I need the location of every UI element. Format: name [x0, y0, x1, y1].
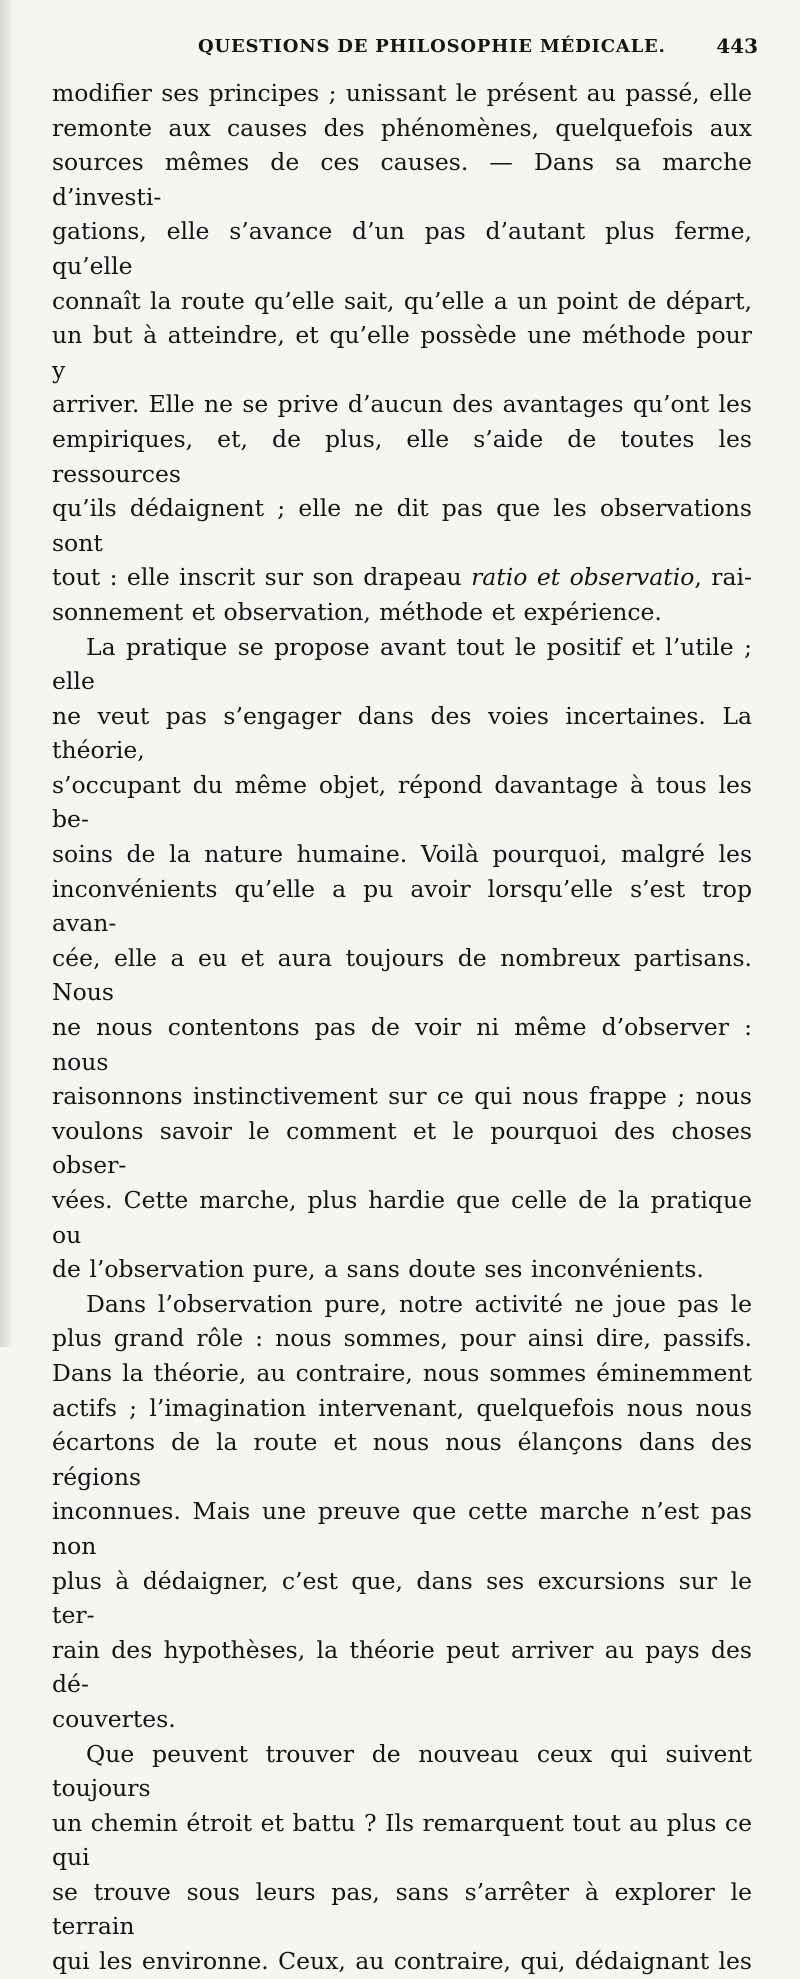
text-line: ne veut pas s’engager dans des voies incertaines. La théorie,	[52, 701, 752, 765]
paragraph-1	[52, 76, 752, 630]
text-line: cée, elle a eu et aura toujours de nombreux partisans. Nous	[52, 943, 752, 1007]
paragraph-4	[52, 1737, 752, 1979]
text-line: actifs ; l’imagination intervenant, quelquefois nous nous	[52, 1393, 752, 1422]
text-line: un chemin étroit et battu ? Ils remarquent tout au plus ce qui	[52, 1808, 752, 1872]
text-line: s’occupant du même objet, répond davantage à tous les be-	[52, 770, 752, 834]
text-line: sources mêmes de ces causes. — Dans sa marche d’investi-	[52, 148, 752, 211]
text-fragment: tout : elle inscrit sur son drapeau	[52, 563, 472, 592]
text-line: inconnues. Mais une preuve que cette marche n’est pas non	[52, 1497, 752, 1560]
text-line: gations, elle s’avance d’un pas d’autant plus ferme, qu’elle	[52, 217, 752, 280]
text-line: raisonnons instinctivement sur ce qui nous frappe ; nous	[52, 1082, 752, 1111]
text-line: rain des hypothèses, la théorie peut arriver au pays des dé-	[52, 1635, 752, 1699]
text-body	[52, 76, 752, 1979]
text-line: modifier ses principes ; unissant le présent au passé, elle	[52, 79, 752, 107]
text-line: plus grand rôle : nous sommes, pour ainsi dire, passifs.	[52, 1324, 752, 1353]
text-line: un but à atteindre, et qu’elle possède une méthode pour y	[52, 321, 752, 384]
paragraph-3	[52, 1287, 752, 1737]
text-line: La pratique se propose avant tout le positif et l’utile ; elle	[52, 632, 752, 696]
text-line: se trouve sous leurs pas, sans s’arrêter à explorer le terrain	[52, 1877, 752, 1941]
paragraph-2	[52, 630, 752, 1287]
text-line: remonte aux causes des phénomènes, quelquefois aux	[52, 113, 752, 142]
running-head	[52, 32, 758, 76]
latin-motto: ratio et observatio	[471, 563, 695, 592]
text-line-with-latin-motto	[52, 560, 752, 595]
text-line: plus à dédaigner, c’est que, dans ses excursions sur le ter-	[52, 1566, 752, 1630]
text-line: Dans l’observation pure, notre activité ne joue pas le	[86, 1289, 752, 1318]
text-line: ne nous contentons pas de voir ni même d’observer : nous	[52, 1013, 752, 1076]
page-edge-shadow	[0, 0, 14, 1347]
text-line: inconvénients qu’elle a pu avoir lorsqu’elle s’est trop avan-	[52, 874, 752, 938]
text-line: soins de la nature humaine. Voilà pourquoi, malgré les	[52, 840, 752, 869]
text-fragment: , rai-	[694, 563, 752, 592]
text-line: voulons savoir le comment et le pourquoi des choses obser-	[52, 1116, 752, 1180]
text-line: empiriques, et, de plus, elle s’aide de toutes les ressources	[52, 424, 752, 488]
text-line: sonnement et observation, méthode et expérience.	[52, 597, 662, 626]
text-line: arriver. Elle ne se prive d’aucun des avantages qu’ont les	[52, 390, 752, 419]
running-title: QUESTIONS DE PHILOSOPHIE MÉDICALE.	[198, 36, 666, 57]
text-line: connaît la route qu’elle sait, qu’elle a un point de départ,	[52, 286, 752, 315]
text-line: vées. Cette marche, plus hardie que celle de la pratique ou	[52, 1186, 752, 1249]
text-line: qui les environne. Ceux, au contraire, qui, dédaignant les	[52, 1947, 752, 1976]
text-line: Dans la théorie, au contraire, nous sommes éminemment	[52, 1358, 752, 1387]
page-number: 443	[716, 34, 758, 58]
book-page	[52, 32, 758, 1976]
text-line: écartons de la route et nous nous élançons dans des régions	[52, 1428, 752, 1491]
text-line: de l’observation pure, a sans doute ses inconvénients.	[52, 1255, 704, 1284]
text-line: qu’ils dédaignent ; elle ne dit pas que les observations sont	[52, 494, 752, 557]
text-line: couvertes.	[52, 1704, 176, 1733]
text-line: Que peuvent trouver de nouveau ceux qui suivent toujours	[52, 1739, 752, 1803]
